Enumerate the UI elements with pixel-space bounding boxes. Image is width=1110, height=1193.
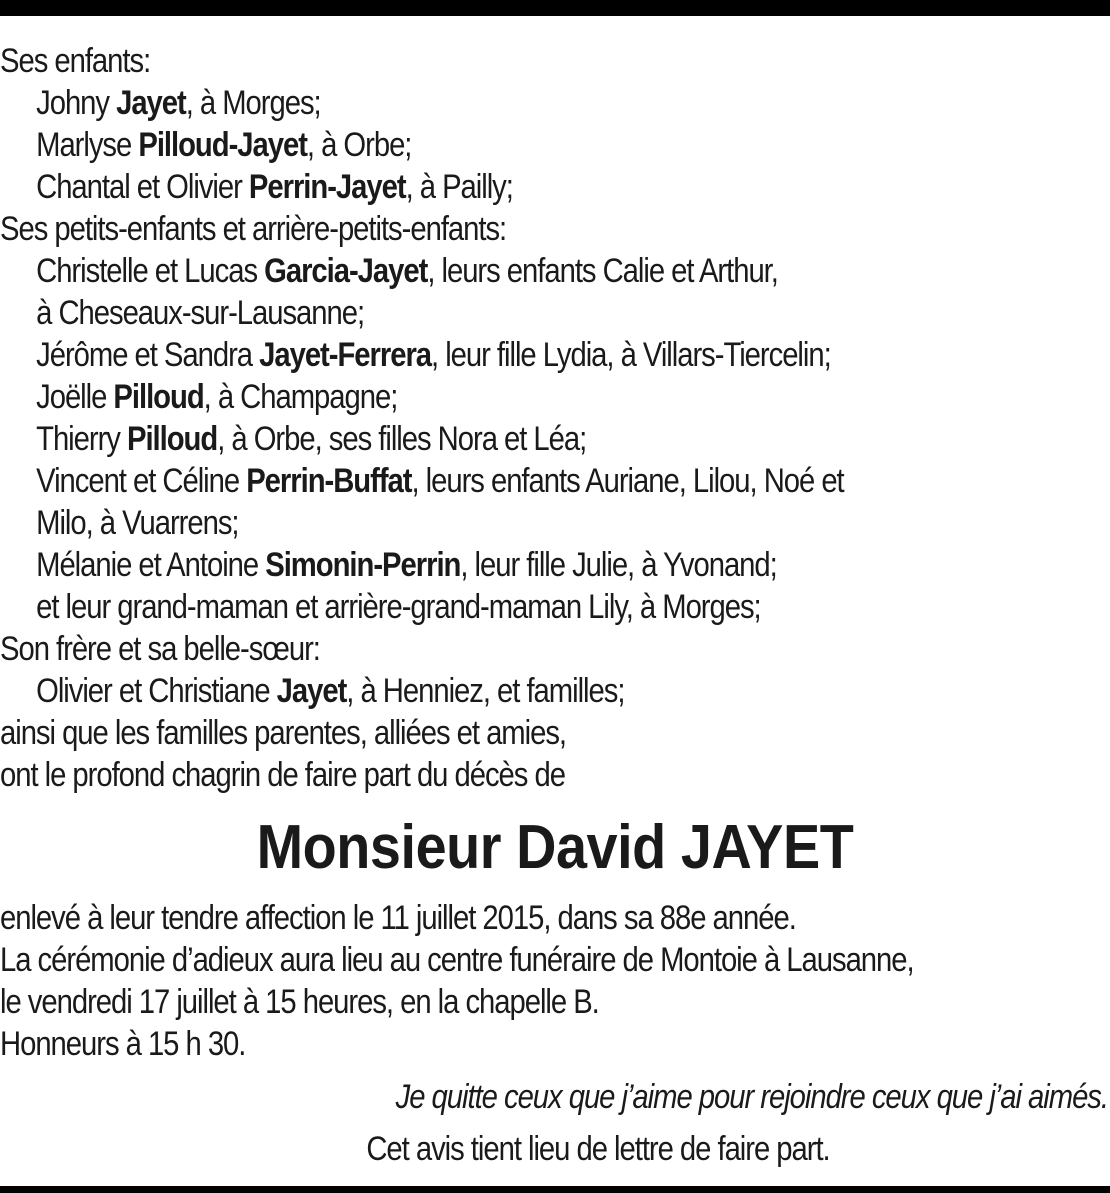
family-member-line: Marlyse Pilloud-Jayet, à Orbe;	[36, 126, 412, 164]
surname: Perrin-Jayet	[248, 168, 406, 206]
closing-line: ont le profond chagrin de faire part du décès de	[0, 756, 565, 794]
family-member-line: Mélanie et Antoine Simonin-Perrin, leur fille Julie, à Yvonand;	[36, 546, 777, 584]
family-member-line: Milo, à Vuarrens;	[36, 504, 239, 542]
siblings-heading: Son frère et sa belle-sœur:	[0, 630, 320, 668]
surname: Jayet	[276, 672, 347, 710]
surname: Pilloud	[126, 420, 218, 458]
family-member-line: Olivier et Christiane Jayet, à Henniez, et familles;	[36, 672, 625, 710]
surname: Jayet-Ferrera	[259, 336, 432, 374]
family-member-line: Jérôme et Sandra Jayet-Ferrera, leur fille Lydia, à Villars-Tiercelin;	[36, 336, 831, 374]
family-member-line: Johny Jayet, à Morges;	[36, 84, 321, 122]
detail-line: La cérémonie d’adieux aura lieu au centre funéraire de Montoie à Lausanne,	[0, 941, 914, 979]
top-rule	[0, 0, 1110, 16]
family-member-line: Christelle et Lucas Garcia-Jayet, leurs enfants Calie et Arthur,	[36, 252, 778, 290]
surname: Jayet	[116, 84, 186, 122]
memorial-quote: Je quitte ceux que j’aime pour rejoindre ceux que j’ai aimés.	[395, 1078, 1108, 1116]
surname: Pilloud-Jayet	[138, 126, 307, 164]
family-member-line: à Cheseaux-sur-Lausanne;	[36, 294, 365, 332]
grandchildren-heading: Ses petits-enfants et arrière-petits-enfants:	[0, 210, 507, 248]
family-list	[0, 40, 1110, 796]
bottom-rule	[0, 1186, 1110, 1193]
closing-note: Cet avis tient lieu de lettre de faire part.	[366, 1130, 830, 1168]
children-heading: Ses enfants:	[0, 42, 151, 80]
detail-line: le vendredi 17 juillet à 15 heures, en la chapelle B.	[0, 983, 599, 1021]
surname: Garcia-Jayet	[264, 252, 428, 290]
surname: Simonin-Perrin	[265, 546, 461, 584]
family-member-line: Chantal et Olivier Perrin-Jayet, à Pailly;	[36, 168, 513, 206]
surname: Perrin-Buffat	[246, 462, 412, 500]
family-member-line: Vincent et Céline Perrin-Buffat, leurs enfants Auriane, Lilou, Noé et	[36, 462, 844, 500]
family-member-line: et leur grand-maman et arrière-grand-maman Lily, à Morges;	[36, 588, 761, 626]
family-member-line: Joëlle Pilloud, à Champagne;	[36, 378, 398, 416]
detail-line: Honneurs à 15 h 30.	[0, 1025, 246, 1063]
closing-line: ainsi que les familles parentes, alliées et amies,	[0, 714, 567, 752]
surname: Pilloud	[113, 378, 204, 416]
family-member-line: Thierry Pilloud, à Orbe, ses filles Nora et Léa;	[36, 420, 587, 458]
closing-note-wrap	[78, 1128, 1033, 1170]
detail-line: enlevé à leur tendre affection le 11 juillet 2015, dans sa 88e année.	[0, 899, 796, 937]
ceremony-details	[0, 897, 1110, 1065]
deceased-name: Monsieur David JAYET	[256, 813, 854, 882]
